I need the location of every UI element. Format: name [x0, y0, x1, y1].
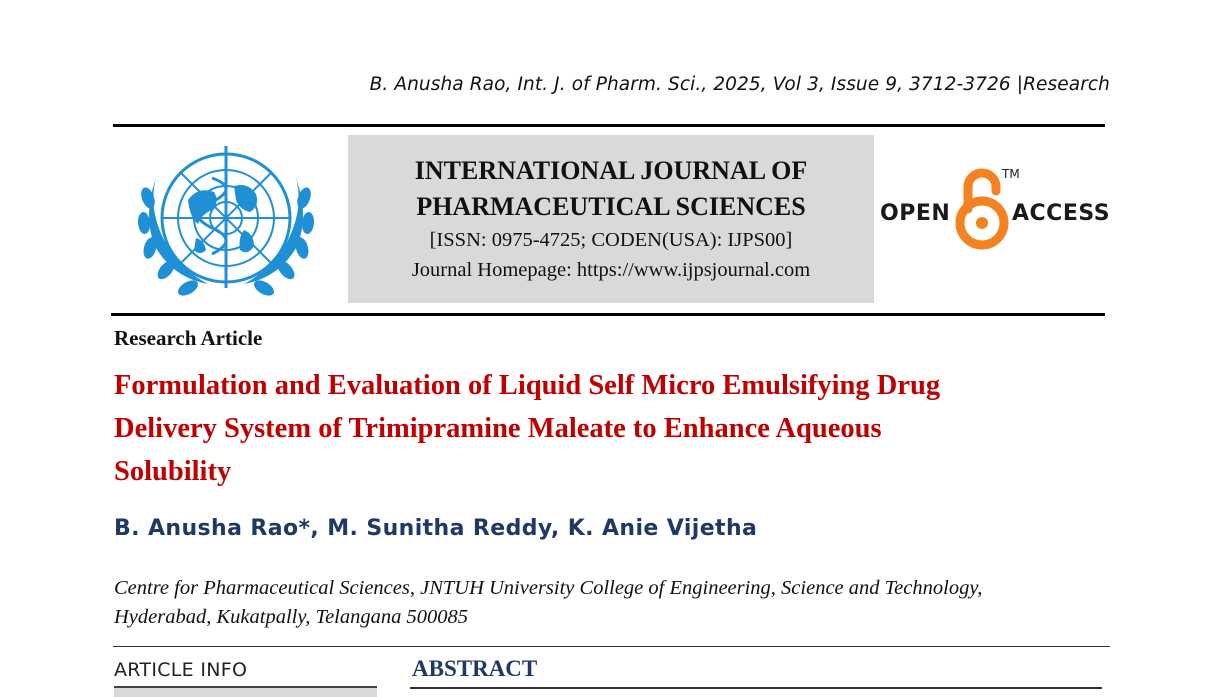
affiliation-line1: Centre for Pharmaceutical Sciences, JNTUH University College of Engineering, Science and Technology,	[114, 577, 983, 599]
open-access-word-access: ACCESS	[1012, 201, 1111, 226]
article-title-line2: Delivery System of Trimipramine Maleate to Enhance Aqueous	[114, 413, 882, 444]
author-list: B. Anusha Rao*, M. Sunitha Reddy, K. Anie Vijetha	[114, 516, 758, 541]
journal-masthead-box	[348, 135, 874, 303]
journal-issn: [ISSN: 0975-4725; CODEN(USA): IJPS00]	[429, 229, 793, 251]
article-type: Research Article	[114, 326, 263, 350]
article-info-heading: ARTICLE INFO	[114, 659, 248, 681]
author-affiliation	[114, 574, 1104, 632]
masthead-top-rule	[113, 124, 1105, 127]
open-access-word-open: OPEN	[880, 201, 951, 226]
running-header: B. Anusha Rao, Int. J. of Pharm. Sci., 2025, Vol 3, Issue 9, 3712-3726 |Research	[369, 74, 1110, 95]
article-title-line3: Solubility	[114, 456, 232, 487]
journal-name-line2: PHARMACEUTICAL SCIENCES	[416, 192, 806, 221]
affiliation-line2: Hyderabad, Kukatpally, Telangana 500085	[114, 606, 468, 628]
un-emblem-icon	[126, 138, 326, 308]
journal-name-line1: INTERNATIONAL JOURNAL OF	[414, 156, 808, 185]
open-access-trademark: TM	[1002, 167, 1020, 181]
journal-homepage: Journal Homepage: https://www.ijpsjournal.com	[411, 259, 811, 281]
article-title	[114, 364, 1074, 493]
article-title-line1: Formulation and Evaluation of Liquid Self Micro Emulsifying Drug	[114, 370, 941, 401]
open-access-logo	[878, 165, 1111, 255]
abstract-heading: ABSTRACT	[412, 656, 538, 681]
abstract-rule	[410, 687, 1102, 689]
article-info-bar	[114, 686, 377, 697]
section-divider	[113, 646, 1110, 647]
masthead-bottom-rule	[111, 313, 1105, 316]
journal-name	[348, 153, 874, 225]
